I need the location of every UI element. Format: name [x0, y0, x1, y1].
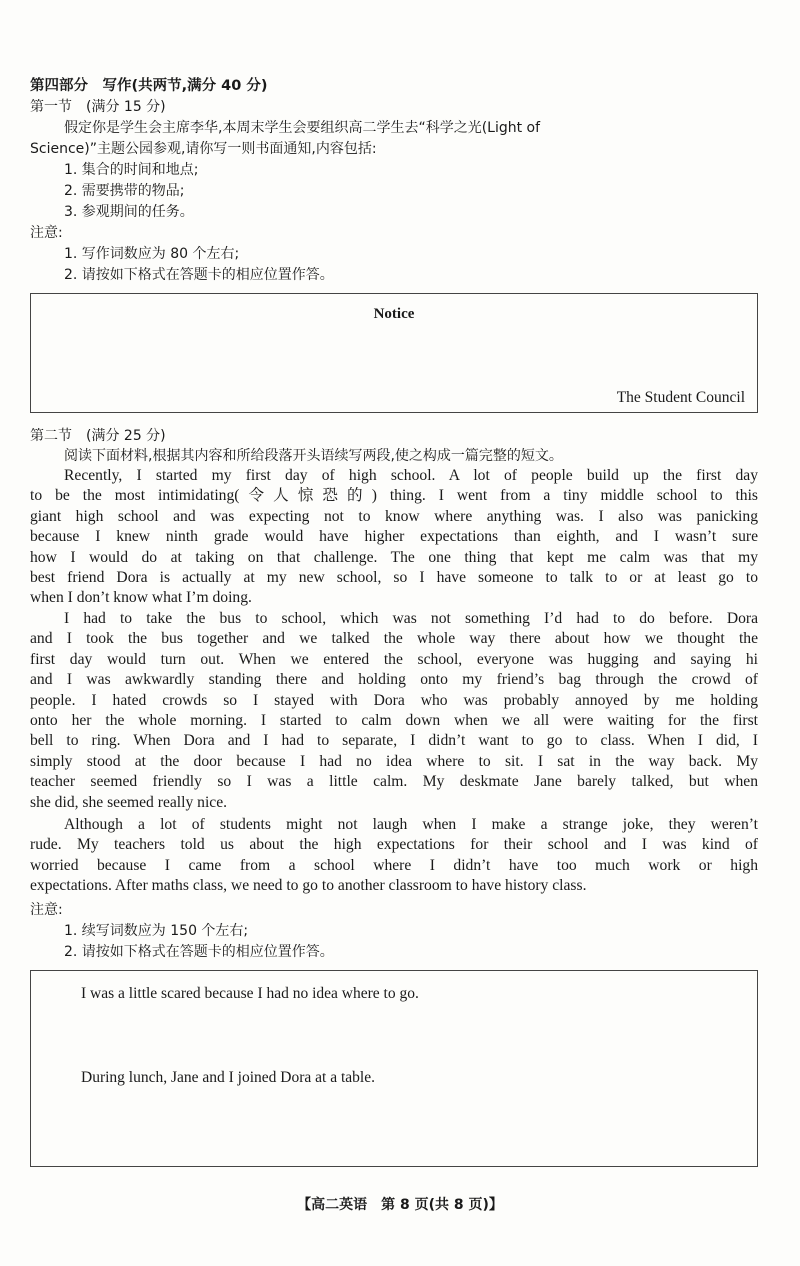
- section2-note-1: 1. 续写词数应为 150 个左右;: [64, 923, 249, 939]
- story-line: onto her the whole morning. I started to calm down when we all were waiting for the first: [30, 712, 758, 730]
- continuation-answer-box: [30, 970, 758, 1167]
- section1-note-1: 1. 写作词数应为 80 个左右;: [64, 246, 240, 262]
- opening-sentence-2: During lunch, Jane and I joined Dora at a table.: [81, 1069, 375, 1086]
- story-line: and I was awkwardly standing there and holding onto my friend’s bag through the crowd of: [30, 671, 758, 689]
- notice-answer-box: [30, 293, 758, 413]
- section2-note-2: 2. 请按如下格式在答题卡的相应位置作答。: [64, 944, 334, 960]
- story-line: to be the most intimidating(令人惊恐的) thing. I went from a tiny middle school to this: [30, 487, 758, 505]
- story-line: worried because I came from a school where I didn’t have too much work or high: [30, 856, 758, 874]
- story-line: I had to take the bus to school, which was not something I’d had to do before. Dora: [64, 610, 758, 627]
- story-paragraph-1: [30, 466, 758, 609]
- story-line: expectations. After maths class, we need to go to another classroom to have history class.: [30, 877, 587, 895]
- story-line: she did, she seemed really nice.: [30, 793, 228, 811]
- section1-prompt-line1: 假定你是学生会主席李华,本周末学生会要组织高二学生去“科学之光(Light of: [64, 120, 541, 136]
- section2-note-label: 注意:: [30, 902, 63, 918]
- story-paragraph-2: [30, 609, 758, 813]
- story-line: best friend Dora is actually at my new school, so I have someone to talk to or at least go to: [30, 569, 758, 587]
- section1-item-2: 2. 需要携带的物品;: [64, 183, 185, 199]
- story-line: teacher seemed friendly so I was a little calm. My deskmate Jane barely talked, but when: [30, 773, 758, 791]
- story-line: when I don’t know what I’m doing.: [30, 589, 252, 607]
- story-line: simply stood at the door because I had no idea where to sit. I sat in the way back. My: [30, 752, 758, 770]
- opening-sentence-1: I was a little scared because I had no idea where to go.: [81, 985, 419, 1002]
- story-line: Recently, I started my first day of high school. A lot of people build up the first day: [64, 467, 758, 484]
- story-line: and I took the bus together and we talked the whole way there about how we thought the: [30, 630, 758, 648]
- notice-title: Notice: [373, 306, 415, 322]
- story-line: rude. My teachers told us about the high expectations for their school and I was kind of: [30, 836, 758, 854]
- part-heading: 第四部分 写作(共两节,满分 40 分): [30, 78, 268, 94]
- story-paragraph-3: [30, 815, 758, 897]
- story-line: first day would turn out. When we entered the school, everyone was hugging and saying hi: [30, 650, 758, 668]
- section1-item-3: 3. 参观期间的任务。: [64, 204, 194, 220]
- story-line: bell to ring. When Dora and I had to separate, I didn’t want to go to class. When I did, I: [30, 732, 758, 750]
- section1-note-label: 注意:: [30, 225, 63, 241]
- section1-item-1: 1. 集合的时间和地点;: [64, 162, 199, 178]
- story-line: Although a lot of students might not laugh when I make a strange joke, they weren’t: [64, 816, 758, 833]
- page-footer: 【高二英语 第 8 页(共 8 页)】: [297, 1197, 503, 1213]
- story-line: because I knew ninth grade would have higher expectations than eighth, and I wasn’t sure: [30, 528, 758, 546]
- section2-instruction: 阅读下面材料,根据其内容和所给段落开头语续写两段,使之构成一篇完整的短文。: [64, 448, 563, 464]
- section1-note-2: 2. 请按如下格式在答题卡的相应位置作答。: [64, 267, 334, 283]
- section1-heading: 第一节 (满分 15 分): [30, 99, 166, 115]
- story-line: giant high school and was expecting not to know where anything was. I also was panicking: [30, 507, 758, 525]
- story-line: people. I hated crowds so I stayed with Dora who was probably annoyed by me holding: [30, 691, 758, 709]
- story-line: how I would do at taking on that challenge. The one thing that kept me calm was that my: [30, 548, 758, 566]
- section1-prompt-line2: Science)”主题公园参观,请你写一则书面通知,内容包括:: [30, 141, 377, 157]
- notice-signature: The Student Council: [616, 389, 745, 406]
- section2-heading: 第二节 (满分 25 分): [30, 428, 166, 444]
